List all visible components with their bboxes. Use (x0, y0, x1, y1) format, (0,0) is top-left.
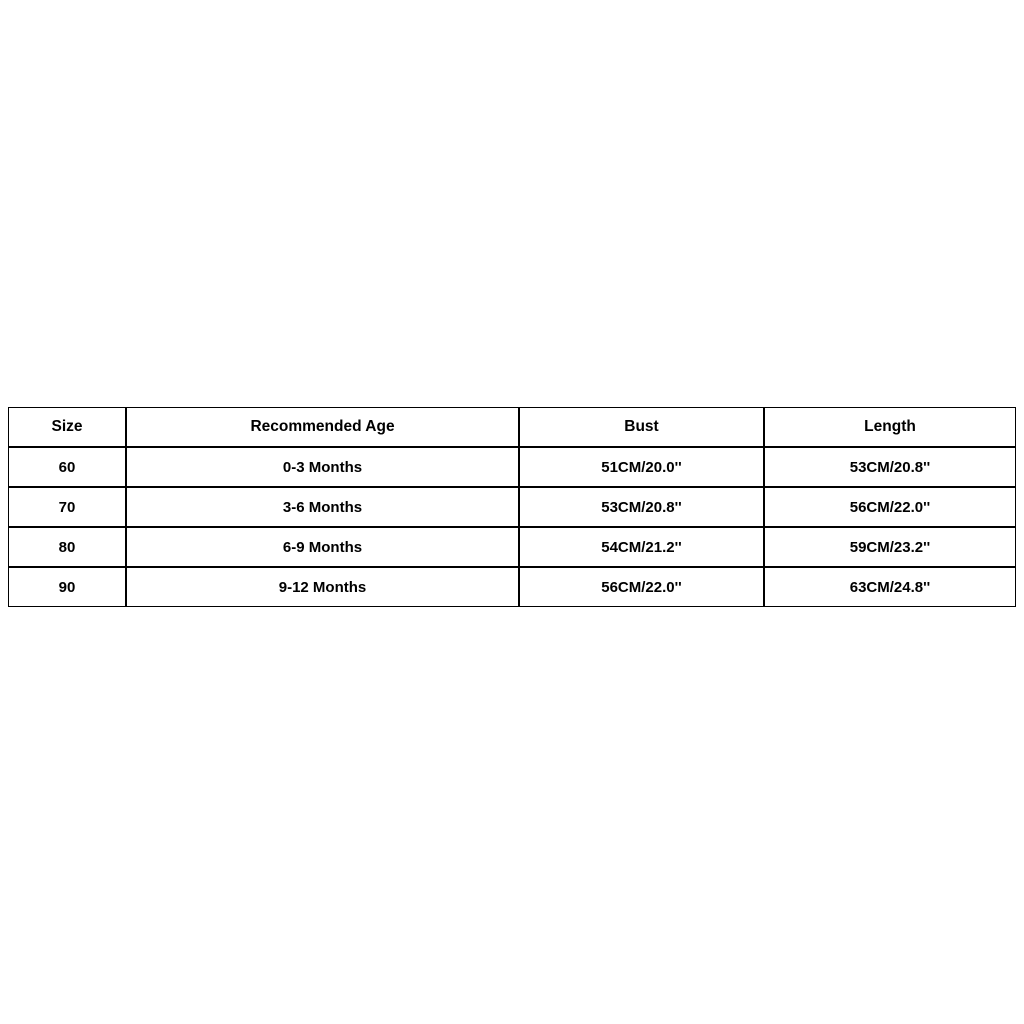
cell-length: 59CM/23.2'' (764, 527, 1016, 567)
column-header-recommended-age: Recommended Age (126, 407, 519, 447)
cell-size: 60 (8, 447, 126, 487)
cell-bust: 53CM/20.8'' (519, 487, 764, 527)
table-row (8, 447, 1016, 487)
cell-bust: 56CM/22.0'' (519, 567, 764, 607)
column-header-length: Length (764, 407, 1016, 447)
table-header-row (8, 407, 1016, 447)
cell-size: 70 (8, 487, 126, 527)
cell-length: 53CM/20.8'' (764, 447, 1016, 487)
cell-recommended-age: 3-6 Months (126, 487, 519, 527)
cell-recommended-age: 6-9 Months (126, 527, 519, 567)
cell-recommended-age: 9-12 Months (126, 567, 519, 607)
column-header-bust: Bust (519, 407, 764, 447)
cell-bust: 51CM/20.0'' (519, 447, 764, 487)
column-header-size: Size (8, 407, 126, 447)
table-row (8, 487, 1016, 527)
cell-size: 90 (8, 567, 126, 607)
cell-length: 56CM/22.0'' (764, 487, 1016, 527)
table-row (8, 567, 1016, 607)
cell-bust: 54CM/21.2'' (519, 527, 764, 567)
table-row (8, 527, 1016, 567)
cell-length: 63CM/24.8'' (764, 567, 1016, 607)
cell-size: 80 (8, 527, 126, 567)
cell-recommended-age: 0-3 Months (126, 447, 519, 487)
size-chart-table (8, 407, 1016, 607)
